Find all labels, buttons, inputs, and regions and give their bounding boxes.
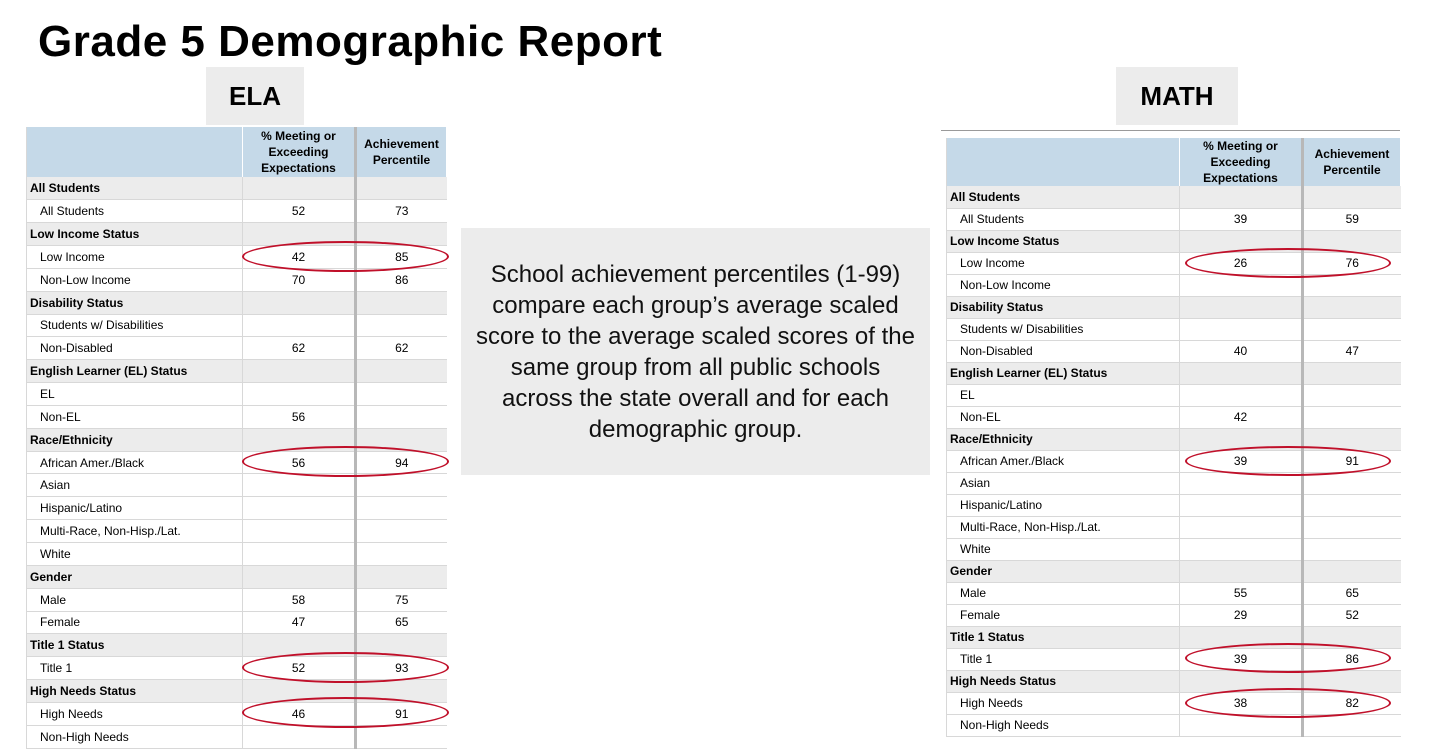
pct-meeting-cell [1180,230,1303,252]
achievement-percentile-cell [356,360,447,383]
category-label: Title 1 Status [27,634,243,657]
achievement-percentile-cell [356,565,447,588]
category-label: English Learner (EL) Status [27,360,243,383]
achievement-percentile-cell: 65 [356,611,447,634]
category-label: Gender [27,565,243,588]
achievement-percentile-cell [356,177,447,200]
achievement-percentile-cell [1303,362,1401,384]
achievement-percentile-cell: 59 [1303,208,1401,230]
pct-meeting-cell: 39 [1180,450,1303,472]
achievement-percentile-cell [1303,384,1401,406]
pct-meeting-cell [243,520,356,543]
pct-meeting-cell [1180,384,1303,406]
category-row [27,565,447,588]
row-label: Non-Disabled [27,337,243,360]
row-label: Multi-Race, Non-Hisp./Lat. [27,520,243,543]
page-title: Grade 5 Demographic Report [38,17,663,66]
category-row [947,626,1401,648]
pct-meeting-cell [243,223,356,246]
table-row [947,208,1401,230]
row-label: EL [947,384,1180,406]
pct-meeting-cell [1180,714,1303,736]
row-label: Hispanic/Latino [947,494,1180,516]
math-section-label: MATH [1116,67,1238,125]
row-label: EL [27,383,243,406]
table-row [947,406,1401,428]
pct-meeting-cell: 52 [243,657,356,680]
category-row [947,186,1401,208]
pct-meeting-cell: 58 [243,588,356,611]
achievement-percentile-cell: 73 [356,200,447,223]
pct-meeting-cell: 55 [1180,582,1303,604]
table-row [27,451,447,474]
pct-meeting-cell [243,565,356,588]
achievement-percentile-cell: 91 [356,702,447,725]
achievement-percentile-cell [1303,626,1401,648]
table-row [27,543,447,566]
achievement-percentile-cell: 62 [356,337,447,360]
pct-meeting-cell [1180,516,1303,538]
category-row [27,291,447,314]
pct-meeting-cell [1180,428,1303,450]
table-row [947,318,1401,340]
explanation-callout [461,228,930,475]
achievement-percentile-cell [1303,538,1401,560]
pct-meeting-cell: 52 [243,200,356,223]
achievement-percentile-cell: 91 [1303,450,1401,472]
achievement-percentile-cell [356,520,447,543]
table-row [947,340,1401,362]
pct-meeting-cell: 39 [1180,208,1303,230]
row-label: All Students [947,208,1180,230]
row-label-header [27,127,243,177]
table-row [947,494,1401,516]
table-row [27,337,447,360]
table-row [27,314,447,337]
category-label: Low Income Status [947,230,1180,252]
achievement-percentile-cell [1303,186,1401,208]
category-label: Disability Status [27,291,243,314]
table-header-row [947,138,1401,186]
row-label: African Amer./Black [27,451,243,474]
table-row [27,702,447,725]
pct-meeting-cell [243,543,356,566]
achievement-percentile-cell [1303,670,1401,692]
pct-meeting-cell [1180,318,1303,340]
pct-meeting-cell [243,725,356,748]
table-row [27,268,447,291]
table-header-row [27,127,447,177]
pct-meeting-cell [243,474,356,497]
achievement-percentile-cell [356,725,447,748]
achievement-percentile-cell: 93 [356,657,447,680]
explanation-text: School achievement percentiles (1-99) compare each group’s average scaled score to the average scaled scores of the same group from all public schools across the state overall and for each demographic group. [476,260,915,443]
pct-meeting-cell [1180,494,1303,516]
math-table [946,138,1401,737]
table-row [27,497,447,520]
row-label: Multi-Race, Non-Hisp./Lat. [947,516,1180,538]
table-row [27,200,447,223]
ela-table [26,127,447,749]
achievement-percentile-cell [1303,494,1401,516]
pct-meeting-cell: 38 [1180,692,1303,714]
achievement-percentile-cell [356,680,447,703]
category-row [947,428,1401,450]
table-row [947,692,1401,714]
pct-meeting-cell: 56 [243,451,356,474]
pct-meeting-cell: 46 [243,702,356,725]
row-label: Students w/ Disabilities [947,318,1180,340]
category-label: High Needs Status [27,680,243,703]
row-label: Low Income [947,252,1180,274]
table-row [27,520,447,543]
table-row [947,604,1401,626]
category-label: All Students [947,186,1180,208]
table-row [947,450,1401,472]
achievement-percentile-header: Achievement Percentile [356,127,447,177]
achievement-percentile-cell: 85 [356,246,447,269]
achievement-percentile-cell [356,497,447,520]
table-row [947,472,1401,494]
achievement-percentile-cell [1303,428,1401,450]
pct-meeting-cell: 29 [1180,604,1303,626]
table-row [27,725,447,748]
table-row [947,714,1401,736]
pct-meeting-cell [243,177,356,200]
pct-meeting-cell: 40 [1180,340,1303,362]
category-label: Disability Status [947,296,1180,318]
pct-meeting-cell [243,497,356,520]
pct-meeting-cell [243,383,356,406]
achievement-percentile-cell [1303,296,1401,318]
achievement-percentile-cell [356,474,447,497]
category-row [27,680,447,703]
row-label: High Needs [947,692,1180,714]
pct-meeting-cell [1180,670,1303,692]
category-label: High Needs Status [947,670,1180,692]
category-row [947,296,1401,318]
pct-meeting-cell [1180,626,1303,648]
pct-meeting-cell [243,360,356,383]
pct-meeting-cell [243,680,356,703]
pct-meeting-cell [243,314,356,337]
category-label: All Students [27,177,243,200]
row-label-header [947,138,1180,186]
row-label: Asian [947,472,1180,494]
row-label: Non-Low Income [27,268,243,291]
table-row [947,538,1401,560]
table-row [947,252,1401,274]
achievement-percentile-cell [356,314,447,337]
row-label: Students w/ Disabilities [27,314,243,337]
pct-meeting-cell [1180,538,1303,560]
achievement-percentile-cell [1303,274,1401,296]
category-label: Gender [947,560,1180,582]
row-label: Female [947,604,1180,626]
row-label: Female [27,611,243,634]
pct-meeting-cell [243,634,356,657]
pct-meeting-cell: 39 [1180,648,1303,670]
table-row [947,384,1401,406]
table-row [27,405,447,428]
pct-meeting-cell [243,428,356,451]
table-row [947,582,1401,604]
achievement-percentile-header: Achievement Percentile [1303,138,1401,186]
row-label: Male [947,582,1180,604]
achievement-percentile-cell [356,634,447,657]
achievement-percentile-cell [356,405,447,428]
achievement-percentile-cell: 82 [1303,692,1401,714]
achievement-percentile-cell: 47 [1303,340,1401,362]
achievement-percentile-cell: 75 [356,588,447,611]
achievement-percentile-cell: 65 [1303,582,1401,604]
pct-meeting-cell: 26 [1180,252,1303,274]
achievement-percentile-cell [1303,560,1401,582]
achievement-percentile-cell [356,428,447,451]
category-row [27,177,447,200]
category-label: Race/Ethnicity [947,428,1180,450]
row-label: Asian [27,474,243,497]
pct-meeting-cell: 70 [243,268,356,291]
row-label: High Needs [27,702,243,725]
category-label: Race/Ethnicity [27,428,243,451]
category-row [947,230,1401,252]
row-label: Male [27,588,243,611]
table-row [947,274,1401,296]
category-label: Title 1 Status [947,626,1180,648]
pct-meeting-cell [1180,274,1303,296]
category-row [947,362,1401,384]
row-label: Non-EL [947,406,1180,428]
row-label: Title 1 [27,657,243,680]
achievement-percentile-cell [356,383,447,406]
achievement-percentile-cell: 86 [356,268,447,291]
category-label: English Learner (EL) Status [947,362,1180,384]
row-label: African Amer./Black [947,450,1180,472]
pct-meeting-cell [1180,186,1303,208]
table-row [27,611,447,634]
table-row [27,657,447,680]
pct-meeting-cell [1180,296,1303,318]
category-row [947,670,1401,692]
achievement-percentile-cell [1303,318,1401,340]
row-label: Non-High Needs [947,714,1180,736]
pct-meeting-cell [243,291,356,314]
pct-meeting-cell [1180,362,1303,384]
row-label: Non-EL [27,405,243,428]
pct-meeting-header: % Meeting or Exceeding Expectations [1180,138,1303,186]
pct-meeting-cell [1180,560,1303,582]
ela-section-label: ELA [206,67,304,125]
table-row [27,383,447,406]
achievement-percentile-cell [356,543,447,566]
row-label: White [947,538,1180,560]
achievement-percentile-cell: 86 [1303,648,1401,670]
category-row [27,428,447,451]
row-label: Non-Disabled [947,340,1180,362]
table-row [947,516,1401,538]
achievement-percentile-cell: 94 [356,451,447,474]
achievement-percentile-cell [1303,714,1401,736]
math-top-divider [941,130,1400,131]
pct-meeting-cell: 47 [243,611,356,634]
achievement-percentile-cell [1303,472,1401,494]
achievement-percentile-cell [356,291,447,314]
table-row [27,246,447,269]
pct-meeting-cell [1180,472,1303,494]
achievement-percentile-cell [356,223,447,246]
category-row [27,223,447,246]
category-row [27,360,447,383]
pct-meeting-header: % Meeting or Exceeding Expectations [243,127,356,177]
row-label: Non-High Needs [27,725,243,748]
row-label: All Students [27,200,243,223]
row-label: Non-Low Income [947,274,1180,296]
table-row [27,588,447,611]
table-row [947,648,1401,670]
table-row [27,474,447,497]
row-label: Title 1 [947,648,1180,670]
achievement-percentile-cell: 76 [1303,252,1401,274]
category-row [27,634,447,657]
achievement-percentile-cell [1303,230,1401,252]
achievement-percentile-cell [1303,516,1401,538]
row-label: Low Income [27,246,243,269]
category-label: Low Income Status [27,223,243,246]
pct-meeting-cell: 56 [243,405,356,428]
pct-meeting-cell: 42 [1180,406,1303,428]
row-label: White [27,543,243,566]
achievement-percentile-cell: 52 [1303,604,1401,626]
pct-meeting-cell: 62 [243,337,356,360]
pct-meeting-cell: 42 [243,246,356,269]
achievement-percentile-cell [1303,406,1401,428]
category-row [947,560,1401,582]
row-label: Hispanic/Latino [27,497,243,520]
